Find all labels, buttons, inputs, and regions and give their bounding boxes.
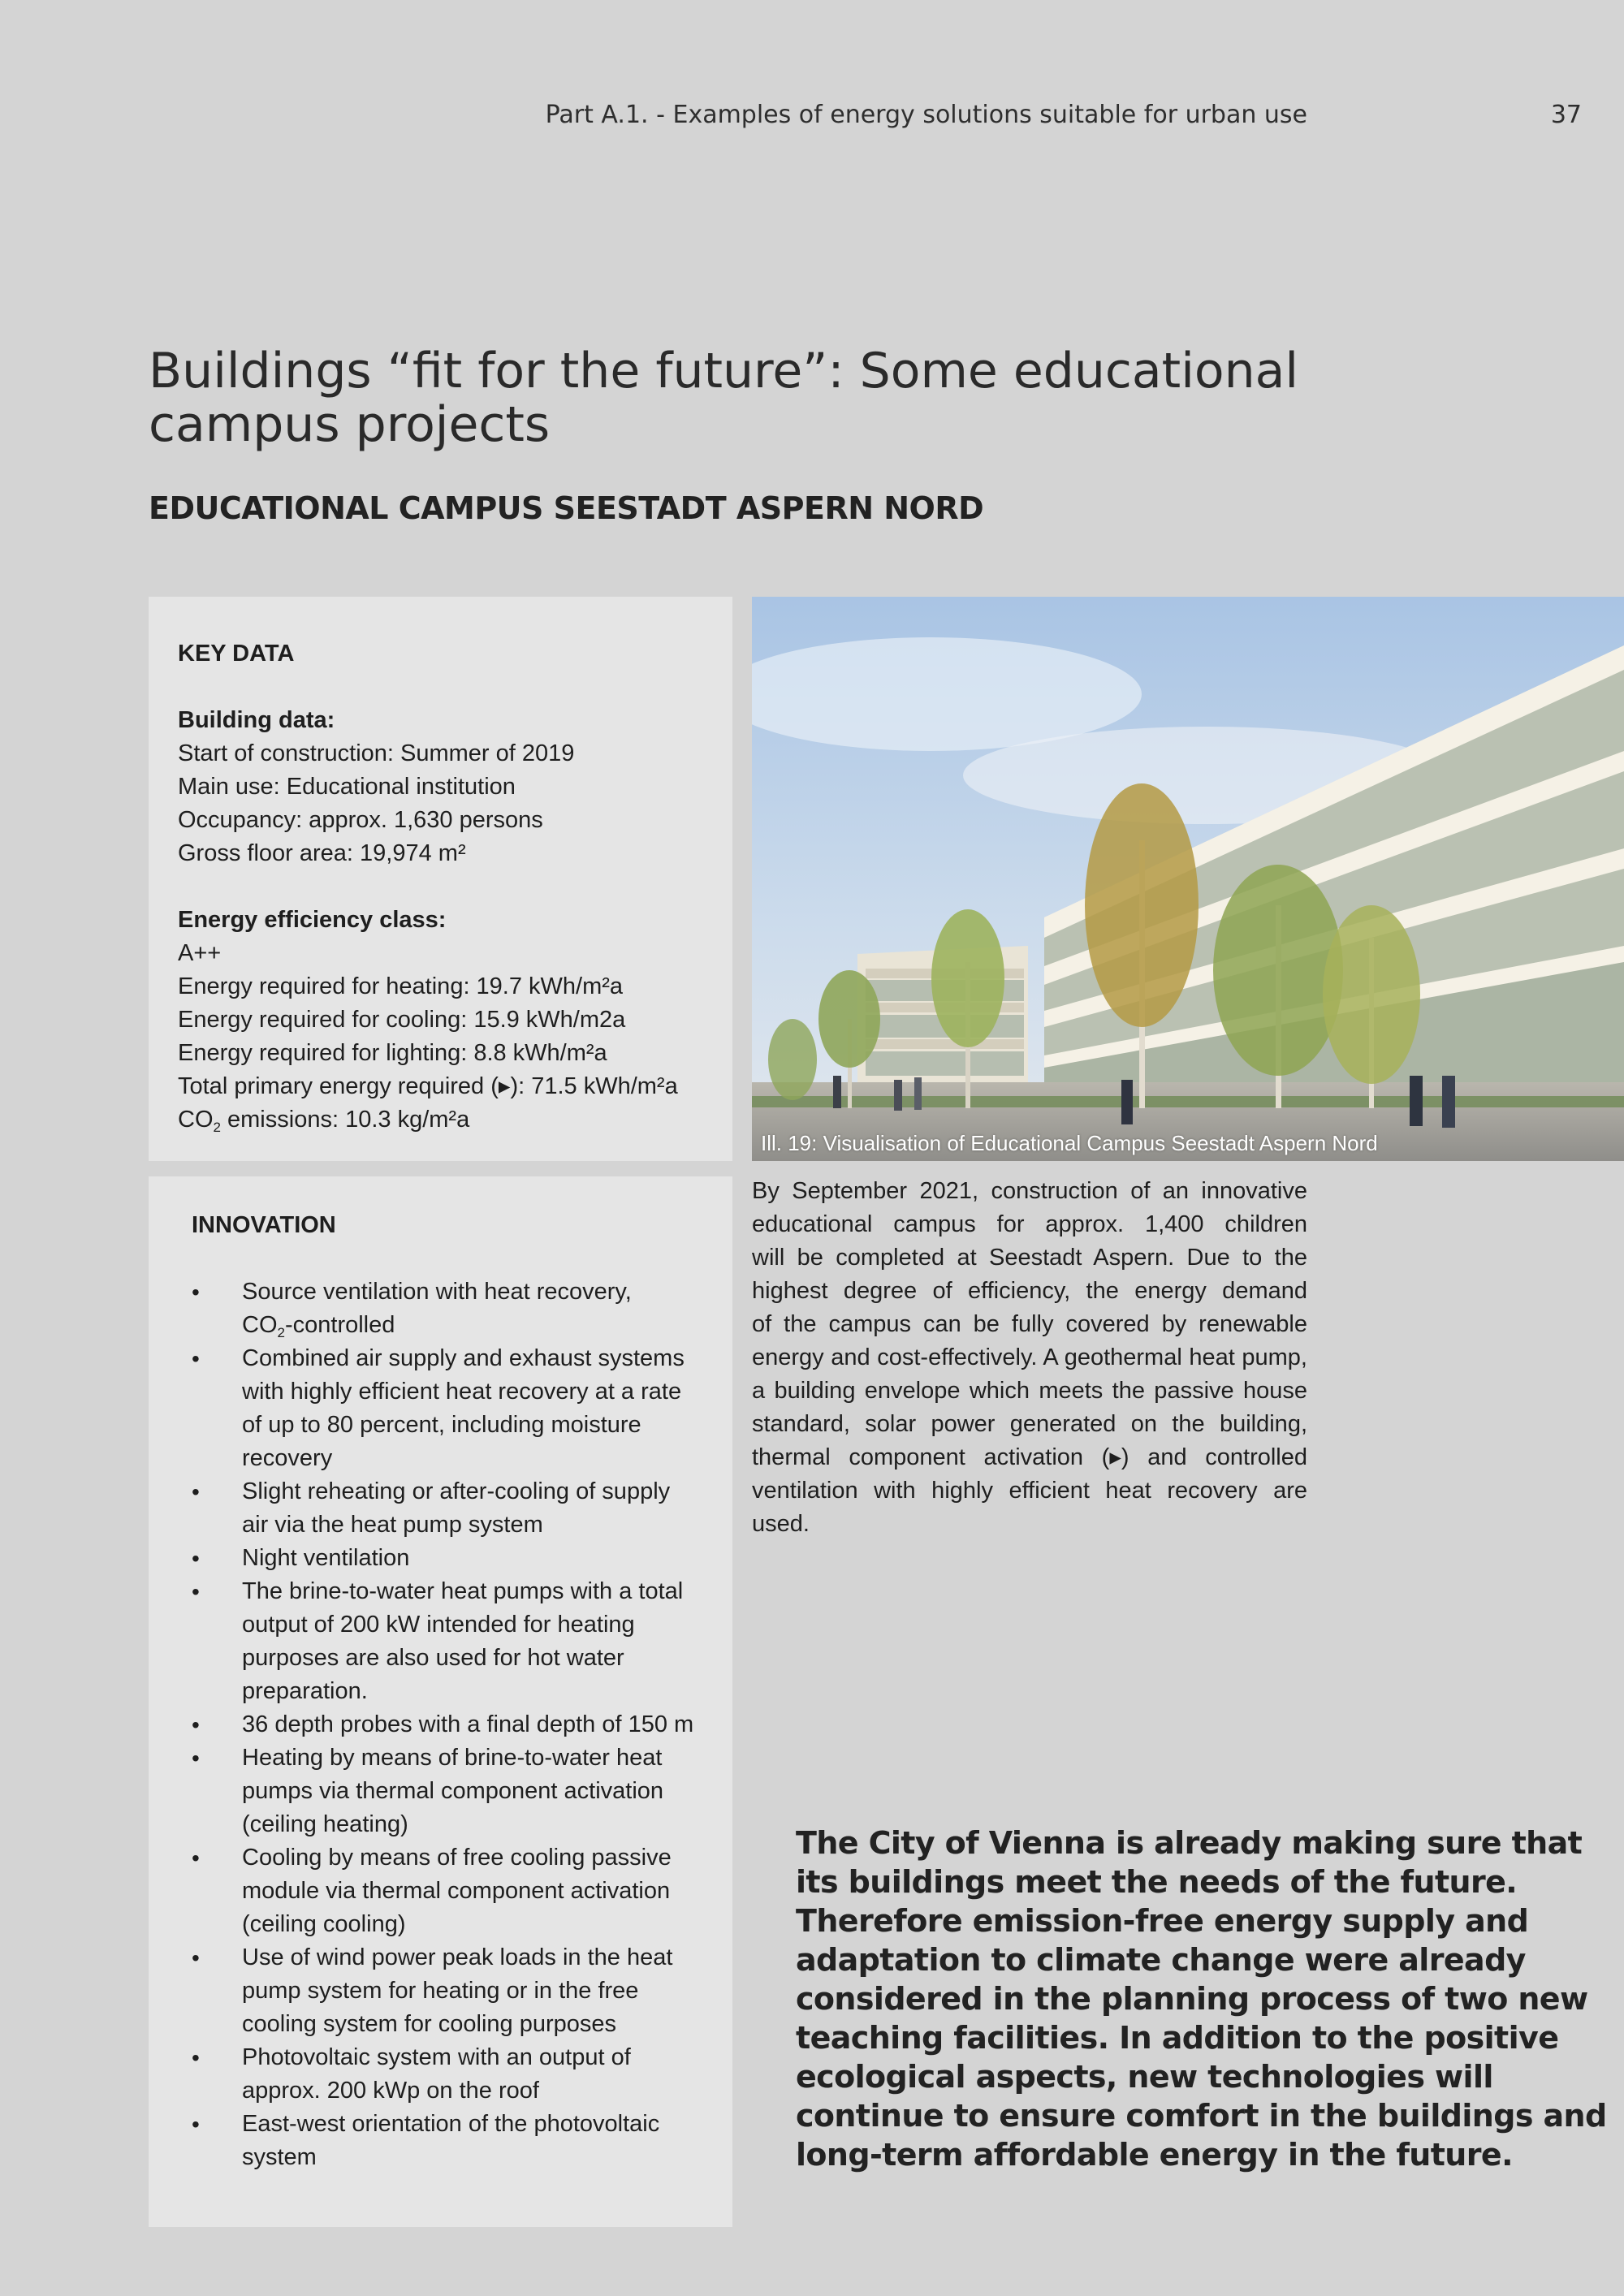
pull-quote-line: teaching facilities. In addition to the positive (796, 2020, 1559, 2056)
running-header: Part A.1. - Examples of energy solutions suitable for urban use (545, 101, 1307, 129)
efficiency-line: Energy required for cooling: 15.9 kWh/m2a (178, 1007, 626, 1033)
body-line: a building envelope which meets the passive house (752, 1378, 1307, 1404)
list-item-line: Slight reheating or after-cooling of supply (242, 1478, 671, 1504)
co2-emissions-value: emissions: 10.3 kg/m²a (220, 1107, 470, 1133)
body-paragraph (752, 1175, 1307, 1541)
list-item (192, 1542, 718, 1575)
building-data-line: Main use: Educational institution (178, 774, 516, 800)
body-line: used. (752, 1511, 810, 1537)
list-item-line: pumps via thermal component activation (242, 1778, 664, 1804)
list-item (192, 1708, 718, 1741)
list-item-line: (ceiling heating) (242, 1811, 408, 1837)
innovation-list (192, 1275, 718, 2174)
spacer (178, 671, 716, 704)
list-item-line: East-west orientation of the photovoltaic (242, 2111, 660, 2137)
bullet-icon: • (192, 1280, 200, 1305)
list-item (192, 1475, 718, 1542)
pull-quote-line: Therefore emission-free energy supply and (796, 1903, 1529, 1939)
efficiency-line: A++ (178, 940, 222, 966)
body-line: thermal component activation (▸) and controlled (752, 1444, 1307, 1470)
list-item-line: 36 depth probes with a final depth of 150 m (242, 1711, 694, 1737)
body-line: standard, solar power generated on the building, (752, 1411, 1307, 1437)
body-line: energy and cost-effectively. A geothermal heat pump, (752, 1344, 1307, 1370)
building-data-label: Building data: (178, 707, 335, 733)
efficiency-class-label: Energy efficiency class: (178, 907, 447, 933)
key-data-heading: KEY DATA (178, 641, 295, 667)
page-title-line: campus projects (149, 396, 551, 453)
list-item-line (242, 1309, 718, 1342)
building-data-line: Gross floor area: 19,974 m² (178, 840, 466, 866)
body-line: ventilation with highly efficient heat recovery are (752, 1478, 1307, 1504)
list-item-line: Use of wind power peak loads in the heat (242, 1944, 673, 1970)
pull-quote-line: ecological aspects, new technologies will (796, 2059, 1493, 2095)
list-item (192, 1941, 718, 2041)
list-item-line: Photovoltaic system with an output of (242, 2044, 631, 2070)
building-data-line: Start of construction: Summer of 2019 (178, 740, 575, 766)
pull-quote-line: considered in the planning process of two new (796, 1981, 1588, 2017)
list-item-line: Night ventilation (242, 1545, 410, 1571)
pull-quote-line: long-term affordable energy in the future. (796, 2137, 1513, 2173)
innovation-heading: INNOVATION (192, 1212, 336, 1238)
bullet-icon: • (192, 2045, 200, 2070)
pull-quote-line: The City of Vienna is already making sure that (796, 1825, 1583, 1861)
list-item-line: Source ventilation with heat recovery, (242, 1279, 632, 1305)
list-item (192, 1275, 718, 1342)
image-caption: Ill. 19: Visualisation of Educational Campus Seestadt Aspern Nord (761, 1131, 1378, 1155)
co2-emissions-line (178, 1103, 716, 1137)
list-item-line: Cooling by means of free cooling passive (242, 1845, 672, 1871)
list-item (192, 1575, 718, 1708)
list-item-line: approx. 200 kWp on the roof (242, 2078, 539, 2104)
efficiency-line: Energy required for lighting: 8.8 kWh/m²a (178, 1040, 607, 1066)
pull-quote (796, 1823, 1607, 2174)
list-item-line: purposes are also used for hot water (242, 1645, 624, 1671)
spacer (178, 870, 716, 904)
bullet-icon: • (192, 1346, 200, 1371)
section-heading: EDUCATIONAL CAMPUS SEESTADT ASPERN NORD (149, 490, 984, 526)
list-item-line: output of 200 kW intended for heating (242, 1612, 635, 1638)
co2-subscript: 2 (277, 1325, 285, 1340)
bullet-icon: • (192, 1479, 200, 1504)
list-item-line: pump system for heating or in the free (242, 1978, 639, 2004)
body-line: educational campus for approx. 1,400 children (752, 1211, 1307, 1237)
efficiency-line: Total primary energy required (▸): 71.5 kWh/m²a (178, 1073, 678, 1099)
list-item-line: of up to 80 percent, including moisture (242, 1412, 641, 1438)
list-item (192, 2108, 718, 2174)
bullet-icon: • (192, 1712, 200, 1737)
body-line: of the campus can be fully covered by renewable (752, 1311, 1307, 1337)
list-item-line: system (242, 2144, 317, 2170)
body-line: will be completed at Seestadt Aspern. Due to the (752, 1245, 1307, 1271)
campus-visualisation-image (752, 597, 1624, 1161)
innovation-box (149, 1176, 732, 2227)
list-item (192, 1741, 718, 1841)
co2-text: CO (242, 1312, 278, 1338)
building-data-line: Occupancy: approx. 1,630 persons (178, 807, 543, 833)
list-item-line: Combined air supply and exhaust systems (242, 1345, 685, 1371)
body-line: By September 2021, construction of an innovative (752, 1178, 1307, 1204)
bullet-icon: • (192, 1746, 200, 1771)
co2-text: CO (178, 1107, 214, 1133)
list-item-line: (ceiling cooling) (242, 1911, 406, 1937)
pull-quote-line: continue to ensure comfort in the buildings and (796, 2098, 1607, 2134)
list-item-line: The brine-to-water heat pumps with a total (242, 1578, 684, 1604)
list-item-line: with highly efficient heat recovery at a rate (242, 1379, 682, 1405)
list-item-line: preparation. (242, 1678, 368, 1704)
list-item-line: air via the heat pump system (242, 1512, 543, 1538)
co2-subscript: 2 (213, 1120, 221, 1135)
pull-quote-line: adaptation to climate change were already (796, 1942, 1526, 1978)
grass-strip (752, 1096, 1624, 1107)
efficiency-line: Energy required for heating: 19.7 kWh/m²a (178, 973, 624, 999)
key-data-box (149, 597, 732, 1161)
list-item-line: Heating by means of brine-to-water heat (242, 1745, 663, 1771)
campus-illustration (752, 597, 1624, 1161)
list-item-line: cooling system for cooling purposes (242, 2011, 617, 2037)
page-title-line: Buildings “fit for the future”: Some educational (149, 343, 1299, 399)
bullet-icon: • (192, 1546, 200, 1571)
list-item-line: module via thermal component activation (242, 1878, 671, 1904)
pull-quote-line: its buildings meet the needs of the future. (796, 1864, 1518, 1900)
bullet-icon: • (192, 1579, 200, 1604)
bullet-icon: • (192, 2112, 200, 2137)
page-number: 37 (1550, 101, 1582, 129)
spacer (192, 1242, 718, 1275)
list-item (192, 1342, 718, 1475)
page-title (149, 344, 1367, 451)
bullet-icon: • (192, 1945, 200, 1970)
list-item (192, 1841, 718, 1941)
list-item (192, 2041, 718, 2108)
list-item-line: recovery (242, 1445, 333, 1471)
bullet-icon: • (192, 1845, 200, 1871)
body-line: highest degree of efficiency, the energy demand (752, 1278, 1307, 1304)
list-item-text: -controlled (284, 1312, 395, 1338)
